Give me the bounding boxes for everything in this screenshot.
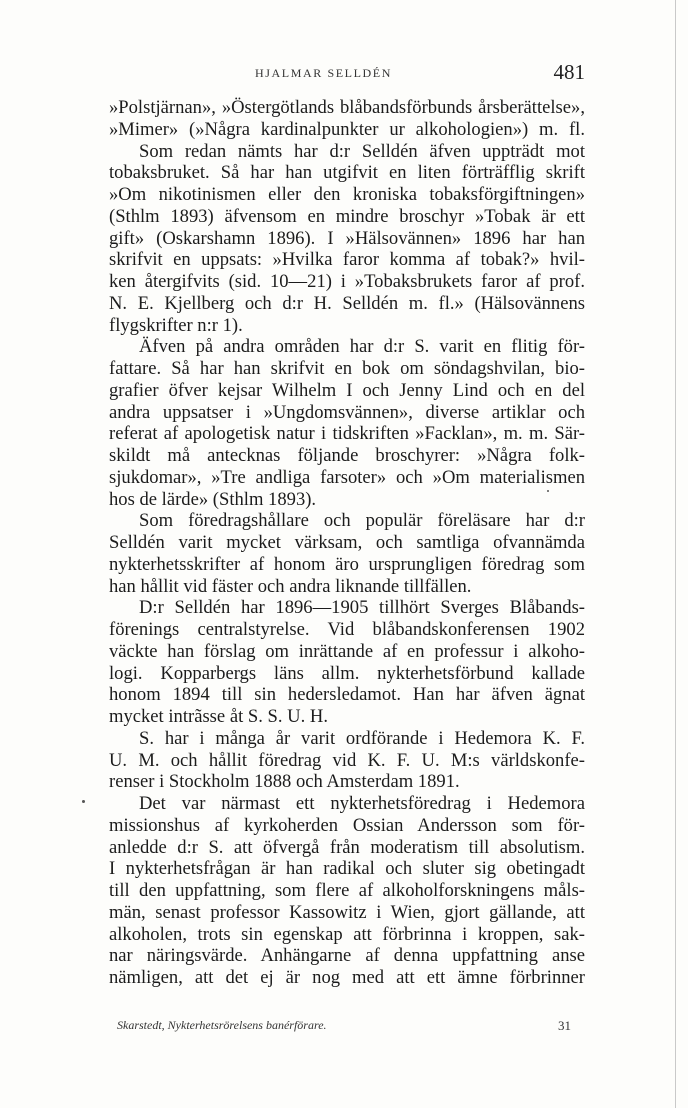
text-line: nämligen, att det ej är nog med att ett ämne förbrinner [109,967,585,988]
text-line: hos de lärde» (Sthlm 1893). [109,488,317,510]
running-head [109,60,585,90]
footer-signature: Skarstedt, Nykterhetsrörelsens banérförare. [117,1018,327,1032]
text-line: Selldén varit mycket värksam, och samtliga ofvannämda [109,532,585,553]
text-line: förenings centralstyrelse. Vid blåbandskonferensen 1902 [109,619,585,640]
text-line: grafier öfver kejsar Wilhelm I och Jenny Lind och en del [109,379,585,401]
text-line: D:r Selldén har 1896—1905 tillhört Sverges Blåbands- [139,597,585,619]
text-line: I nykterhetsfrågan är han radikal och sluter sig obetingadt [109,858,585,880]
ink-speck [547,490,549,492]
footer-sheet-number: 31 [558,1018,571,1033]
text-line: anledde d:r S. att öfvergå från moderatism till absolutism. [109,836,585,858]
text-line: logi. Kopparbergs läns allm. nykterhetsförbund kallade [109,662,585,684]
text-line: andra uppsatser i »Ungdomsvännen», diverse artiklar och [109,401,585,423]
text-line: »Mimer» (»Några kardinalpunkter ur alkohologien») m. fl. [109,118,585,140]
text-line: till den uppfattning, som flere af alkoholforskningens måls- [109,880,585,901]
ink-speck [82,800,85,803]
text-line: Som redan nämts har d:r Selldén äfven uppträdt mot [139,140,585,162]
page-edge-line [675,0,676,1108]
text-line: han hållit vid fäster och andra liknande tillfällen. [109,575,472,597]
text-line: (Sthlm 1893) äfvensom en mindre broschyr »Tobak är ett [109,205,585,227]
text-line: män, senast professor Kassowitz i Wien, gjort gällande, att [109,901,585,923]
text-line: ken återgifvits (sid. 10—21) i »Tobaksbrukets faror af prof. [109,271,585,292]
text-line: Det var närmast ett nykterhetsföredrag i Hedemora [139,793,585,814]
text-line: flygskrifter n:r 1). [109,314,243,336]
text-line: väckte han förslag om inrättande af en professur i alkoho- [109,640,585,662]
text-line: skrifvit en uppsats: »Hvilka faror komma af tobak?» hvil- [109,249,585,271]
text-line: nar näringsvärde. Anhängarne af denna uppfattning anse [109,945,585,967]
text-line: missionshus af kyrkoherden Ossian Andersson som för- [109,814,585,836]
running-head-title: HJALMAR SELLDÉN [255,66,392,80]
text-line: alkoholen, trots sin egenskap att förbrinna i kroppen, sak- [109,923,585,945]
text-line: Som föredragshållare och populär föreläsare har d:r [139,510,585,532]
text-line: U. M. och hållit föredrag vid K. F. U. M:s världskonfe- [109,749,585,771]
text-line: N. E. Kjellberg och d:r H. Selldén m. fl.» (Hälsovännens [109,292,585,314]
text-line: »Polstjärnan», »Östergötlands blåbandsförbunds årsberättelse», [109,97,585,118]
text-line: honom 1894 till sin hedersledamot. Han har äfven ägnat [109,684,585,706]
text-line: sjukdomar», »Tre andliga farsoter» och »Om materialismen [109,466,585,488]
page-number: 481 [553,60,585,84]
text-line: gift» (Oskarshamn 1896). I »Hälsovännen» 1896 har han [109,227,585,249]
page-footer [109,1018,585,1040]
text-line: skildt må antecknas följande broschyrer: »Några folk- [109,445,585,466]
text-line: referat af apologetisk natur i tidskriften »Facklan», m. m. Sär- [109,423,585,445]
text-line: Äfven på andra områden har d:r S. varit en flitig för- [139,336,585,358]
text-line: tobaksbruket. Så har han utgifvit en liten förträfflig skrift [109,162,585,184]
text-line: fattare. Så har han skrifvit en bok om söndagshvilan, bio- [109,358,585,379]
text-line: renser i Stockholm 1888 och Amsterdam 1891. [109,771,460,793]
body-text [109,97,585,989]
text-line: nykterhetsskrifter af honom äro ursprungligen föredrag som [109,553,585,575]
text-line: mycket intrãsse åt S. S. U. H. [109,706,328,727]
text-line: S. har i många år varit ordförande i Hedemora K. F. [139,727,585,749]
text-line: »Om nikotinismen eller den kroniska tobaksförgiftningen» [109,184,585,205]
